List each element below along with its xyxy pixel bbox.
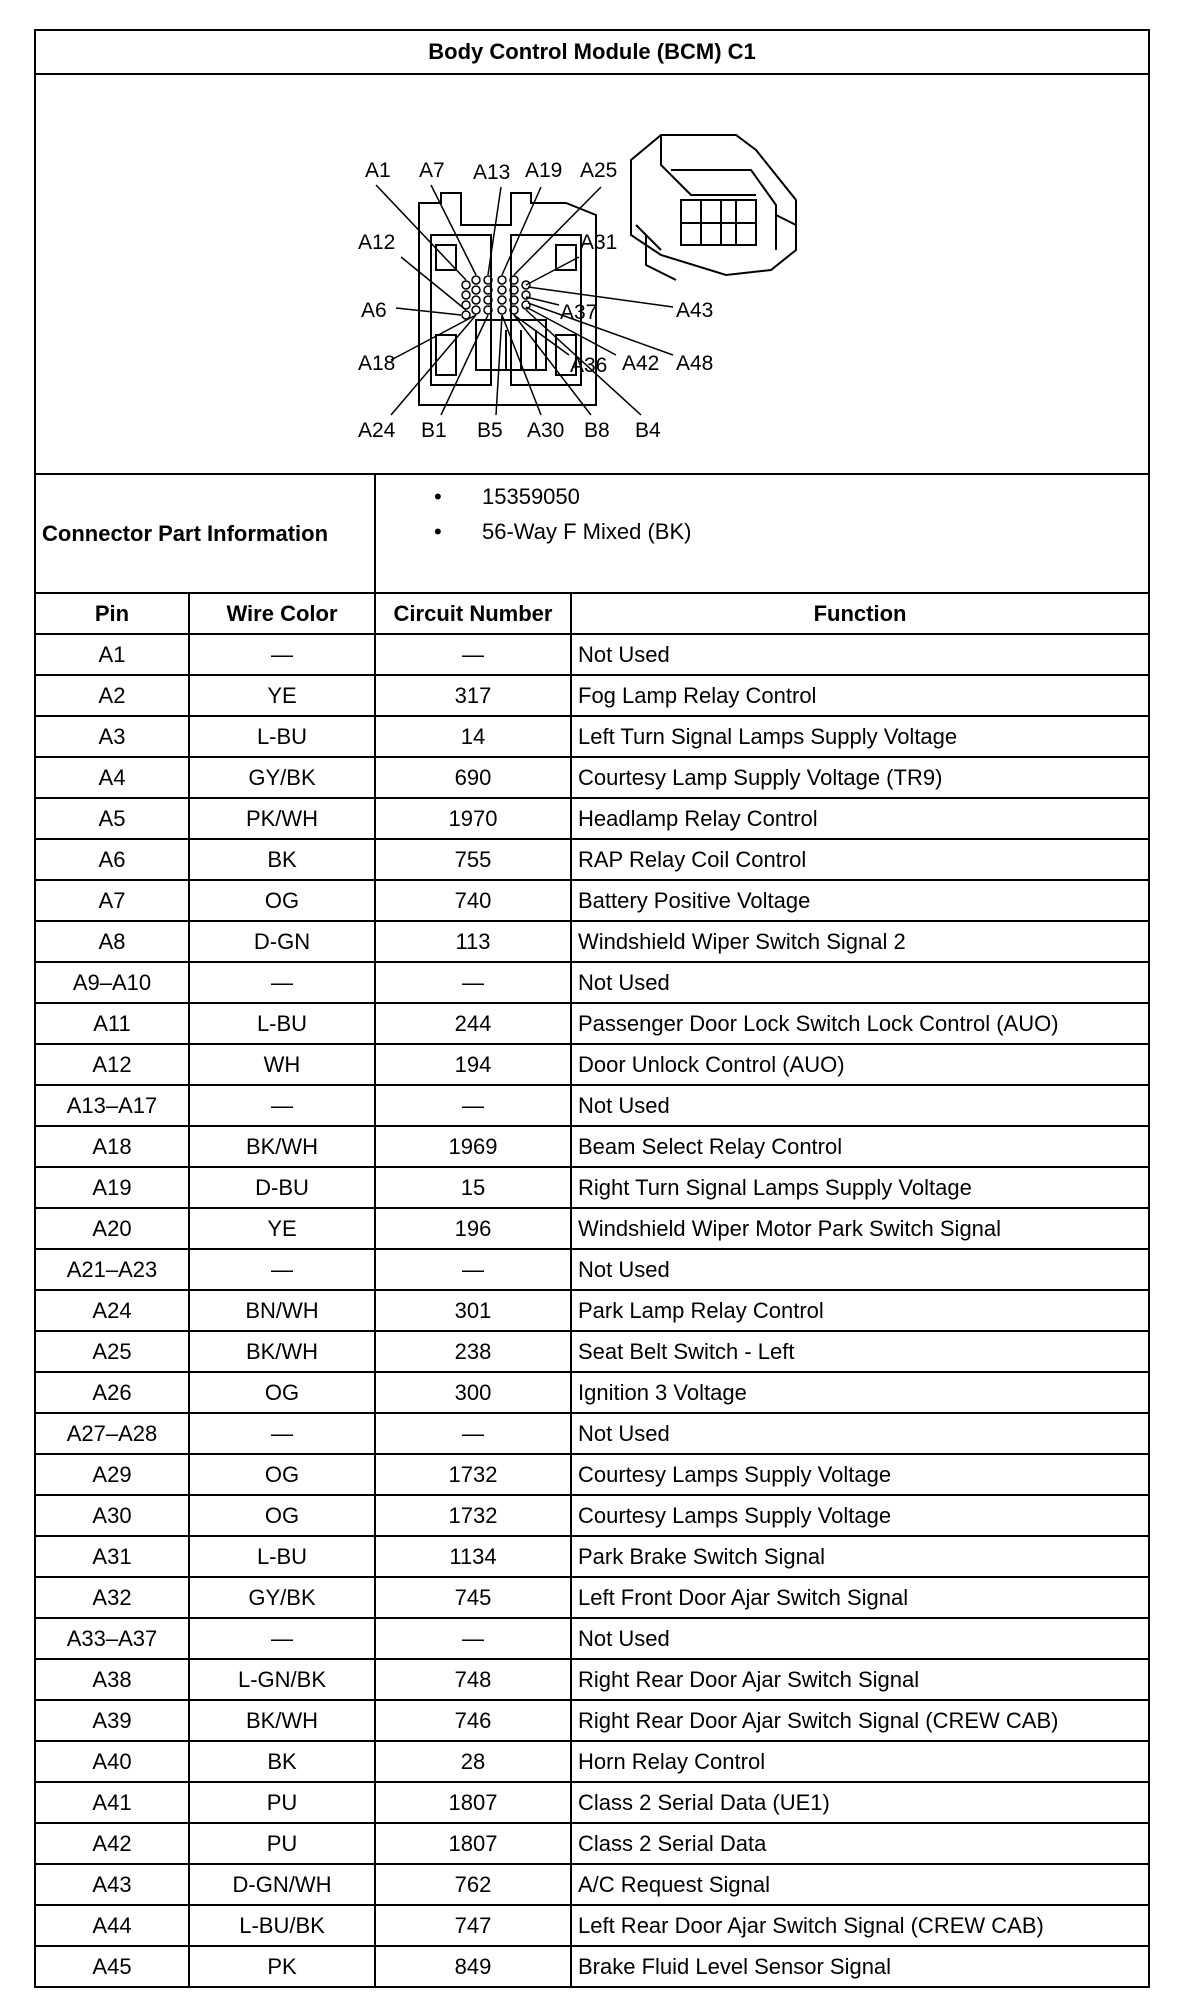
function-cell: Right Rear Door Ajar Switch Signal (CREW CAB) [571,1700,1149,1741]
table-row [35,1454,1149,1495]
function-cell: Not Used [571,962,1149,1003]
function-cell: Not Used [571,1413,1149,1454]
table-row [35,1290,1149,1331]
table-row [35,757,1149,798]
table-row [35,1823,1149,1864]
table-row [35,1085,1149,1126]
circuit-number-cell: 755 [375,839,571,880]
wire-color-cell: BK [189,839,375,880]
circuit-number-cell: 113 [375,921,571,962]
pin-label: A13 [473,161,511,184]
wire-color-cell: — [189,1618,375,1659]
function-cell: Class 2 Serial Data (UE1) [571,1782,1149,1823]
pin-cell: A44 [35,1905,189,1946]
circuit-number-cell: 747 [375,1905,571,1946]
pin-cell: A3 [35,716,189,757]
pin-cell: A32 [35,1577,189,1618]
circuit-number-cell: — [375,1249,571,1290]
table-row [35,1618,1149,1659]
wire-color-cell: PK [189,1946,375,1987]
circuit-number-cell: 28 [375,1741,571,1782]
wire-color-cell: BK/WH [189,1700,375,1741]
pin-cell: A41 [35,1782,189,1823]
function-cell: Seat Belt Switch - Left [571,1331,1149,1372]
wire-color-cell: BK/WH [189,1331,375,1372]
table-row [35,1495,1149,1536]
wire-color-cell: BK [189,1741,375,1782]
circuit-number-cell: 1732 [375,1454,571,1495]
function-cell: Left Turn Signal Lamps Supply Voltage [571,716,1149,757]
pin-cell: A24 [35,1290,189,1331]
function-cell: Fog Lamp Relay Control [571,675,1149,716]
wire-color-cell: — [189,1413,375,1454]
table-row [35,839,1149,880]
pin-label: A25 [580,159,618,182]
wire-color-cell: L-BU [189,1536,375,1577]
pin-cell: A9–A10 [35,962,189,1003]
wire-color-cell: OG [189,1454,375,1495]
function-cell: Brake Fluid Level Sensor Signal [571,1946,1149,1987]
function-cell: Windshield Wiper Motor Park Switch Signal [571,1208,1149,1249]
pin-label: A43 [676,299,714,322]
table-row [35,1331,1149,1372]
function-cell: Headlamp Relay Control [571,798,1149,839]
wire-color-cell: YE [189,675,375,716]
connector-3d-icon [631,135,796,280]
function-cell: Ignition 3 Voltage [571,1372,1149,1413]
connector-description: • 56-Way F Mixed (BK) [434,520,1148,555]
pin-cell: A18 [35,1126,189,1167]
circuit-number-cell: 849 [375,1946,571,1987]
circuit-number-cell: 1969 [375,1126,571,1167]
function-cell: A/C Request Signal [571,1864,1149,1905]
table-row [35,675,1149,716]
table-row [35,921,1149,962]
table-row [35,1167,1149,1208]
wire-color-cell: WH [189,1044,375,1085]
function-cell: Passenger Door Lock Switch Lock Control (AUO) [571,1003,1149,1044]
circuit-number-cell: — [375,1085,571,1126]
pin-label: A48 [676,352,714,375]
table-row [35,1864,1149,1905]
wire-color-cell: OG [189,1495,375,1536]
table-row [35,1741,1149,1782]
wire-color-cell: YE [189,1208,375,1249]
pin-cell: A21–A23 [35,1249,189,1290]
column-header-wire-color: Wire Color [189,593,375,634]
connector-part-info-label: Connector Part Information [35,474,375,593]
leader-lines [376,185,673,415]
pin-label: A7 [419,159,445,182]
table-header-row [35,593,1149,634]
column-header-pin: Pin [35,593,189,634]
circuit-number-cell: 745 [375,1577,571,1618]
wire-color-cell: OG [189,1372,375,1413]
function-cell: Left Front Door Ajar Switch Signal [571,1577,1149,1618]
table-row [35,1782,1149,1823]
pin-cell: A12 [35,1044,189,1085]
circuit-number-cell: 762 [375,1864,571,1905]
function-cell: RAP Relay Coil Control [571,839,1149,880]
function-cell: Park Brake Switch Signal [571,1536,1149,1577]
function-cell: Not Used [571,1618,1149,1659]
pin-cell: A2 [35,675,189,716]
circuit-number-cell: 301 [375,1290,571,1331]
pin-cell: A11 [35,1003,189,1044]
wire-color-cell: GY/BK [189,1577,375,1618]
circuit-number-cell: 317 [375,675,571,716]
circuit-number-cell: — [375,1618,571,1659]
function-cell: Horn Relay Control [571,1741,1149,1782]
column-header-circuit-number: Circuit Number [375,593,571,634]
pin-cell: A45 [35,1946,189,1987]
function-cell: Courtesy Lamps Supply Voltage [571,1495,1149,1536]
wire-color-cell: L-BU [189,1003,375,1044]
bcm-connector-table [34,29,1150,1988]
circuit-number-cell: 746 [375,1700,571,1741]
table-row [35,716,1149,757]
pin-cell: A39 [35,1700,189,1741]
function-cell: Class 2 Serial Data [571,1823,1149,1864]
document-title: Body Control Module (BCM) C1 [35,30,1149,74]
pin-cell: A20 [35,1208,189,1249]
pin-cell: A5 [35,798,189,839]
wire-color-cell: — [189,962,375,1003]
table-row [35,634,1149,675]
table-row [35,1372,1149,1413]
circuit-number-cell: 196 [375,1208,571,1249]
connector-face-drawing [36,75,1146,473]
function-cell: Left Rear Door Ajar Switch Signal (CREW CAB) [571,1905,1149,1946]
pin-cell: A4 [35,757,189,798]
wire-color-cell: — [189,1085,375,1126]
wire-color-cell: PK/WH [189,798,375,839]
function-cell: Door Unlock Control (AUO) [571,1044,1149,1085]
circuit-number-cell: 1807 [375,1782,571,1823]
table-row [35,1126,1149,1167]
pin-cell: A40 [35,1741,189,1782]
function-cell: Courtesy Lamp Supply Voltage (TR9) [571,757,1149,798]
pin-label: B8 [584,419,610,442]
pin-label: A6 [361,299,387,322]
table-row [35,1536,1149,1577]
pin-cell: A43 [35,1864,189,1905]
pin-label: A36 [570,354,608,377]
function-cell: Courtesy Lamps Supply Voltage [571,1454,1149,1495]
pin-label: A37 [560,301,598,324]
circuit-number-cell: 238 [375,1331,571,1372]
function-cell: Not Used [571,1085,1149,1126]
pin-label: A24 [358,419,396,442]
pin-cell: A31 [35,1536,189,1577]
wire-color-cell: D-BU [189,1167,375,1208]
pin-label: B5 [477,419,503,442]
table-row [35,1413,1149,1454]
circuit-number-cell: 194 [375,1044,571,1085]
table-row [35,1044,1149,1085]
pin-cell: A7 [35,880,189,921]
circuit-number-cell: 690 [375,757,571,798]
pin-cell: A42 [35,1823,189,1864]
circuit-number-cell: — [375,634,571,675]
connector-part-info-list [375,474,1149,593]
wire-color-cell: GY/BK [189,757,375,798]
function-cell: Windshield Wiper Switch Signal 2 [571,921,1149,962]
function-cell: Right Rear Door Ajar Switch Signal [571,1659,1149,1700]
pin-label: B4 [635,419,661,442]
circuit-number-cell: — [375,962,571,1003]
pin-label: A19 [525,159,563,182]
table-row [35,1946,1149,1987]
table-row [35,1208,1149,1249]
pin-cell: A8 [35,921,189,962]
pin-cell: A6 [35,839,189,880]
pin-cell: A38 [35,1659,189,1700]
connector-part-number: • 15359050 [434,485,1148,520]
pin-label: A1 [365,159,391,182]
wire-color-cell: L-BU/BK [189,1905,375,1946]
table-row [35,880,1149,921]
table-row [35,1700,1149,1741]
pin-cell: A27–A28 [35,1413,189,1454]
table-body [35,634,1149,1987]
table-row [35,1905,1149,1946]
circuit-number-cell: 740 [375,880,571,921]
circuit-number-cell: 1732 [375,1495,571,1536]
wire-color-cell: BK/WH [189,1126,375,1167]
circuit-number-cell: 300 [375,1372,571,1413]
wire-color-cell: D-GN/WH [189,1864,375,1905]
circuit-number-cell: 748 [375,1659,571,1700]
pin-label: B1 [421,419,447,442]
pin-cell: A29 [35,1454,189,1495]
column-header-function: Function [571,593,1149,634]
pin-label: A12 [358,231,396,254]
table-row [35,1659,1149,1700]
wire-color-cell: BN/WH [189,1290,375,1331]
table-row [35,962,1149,1003]
pin-cell: A30 [35,1495,189,1536]
wire-color-cell: D-GN [189,921,375,962]
pin-label: A42 [622,352,660,375]
pin-cell: A26 [35,1372,189,1413]
table-row [35,798,1149,839]
wire-color-cell: PU [189,1782,375,1823]
circuit-number-cell: 1134 [375,1536,571,1577]
table-row [35,1577,1149,1618]
pin-cell: A33–A37 [35,1618,189,1659]
pin-label: A18 [358,352,396,375]
pin-cell: A1 [35,634,189,675]
wire-color-cell: — [189,634,375,675]
connector-diagram [35,74,1149,474]
function-cell: Battery Positive Voltage [571,880,1149,921]
circuit-number-cell: 244 [375,1003,571,1044]
wire-color-cell: OG [189,880,375,921]
circuit-number-cell: 1970 [375,798,571,839]
pin-label: A31 [580,231,618,254]
pin-cell: A13–A17 [35,1085,189,1126]
function-cell: Not Used [571,1249,1149,1290]
wire-color-cell: L-BU [189,716,375,757]
table-row [35,1003,1149,1044]
circuit-number-cell: — [375,1413,571,1454]
circuit-number-cell: 14 [375,716,571,757]
pin-label: A30 [527,419,565,442]
pin-cell: A19 [35,1167,189,1208]
wire-color-cell: L-GN/BK [189,1659,375,1700]
bcm-sheet [34,29,1148,1988]
function-cell: Not Used [571,634,1149,675]
wire-color-cell: PU [189,1823,375,1864]
circuit-number-cell: 15 [375,1167,571,1208]
table-row [35,1249,1149,1290]
function-cell: Beam Select Relay Control [571,1126,1149,1167]
function-cell: Park Lamp Relay Control [571,1290,1149,1331]
pin-cell: A25 [35,1331,189,1372]
function-cell: Right Turn Signal Lamps Supply Voltage [571,1167,1149,1208]
wire-color-cell: — [189,1249,375,1290]
pin-cavities [462,276,530,319]
circuit-number-cell: 1807 [375,1823,571,1864]
